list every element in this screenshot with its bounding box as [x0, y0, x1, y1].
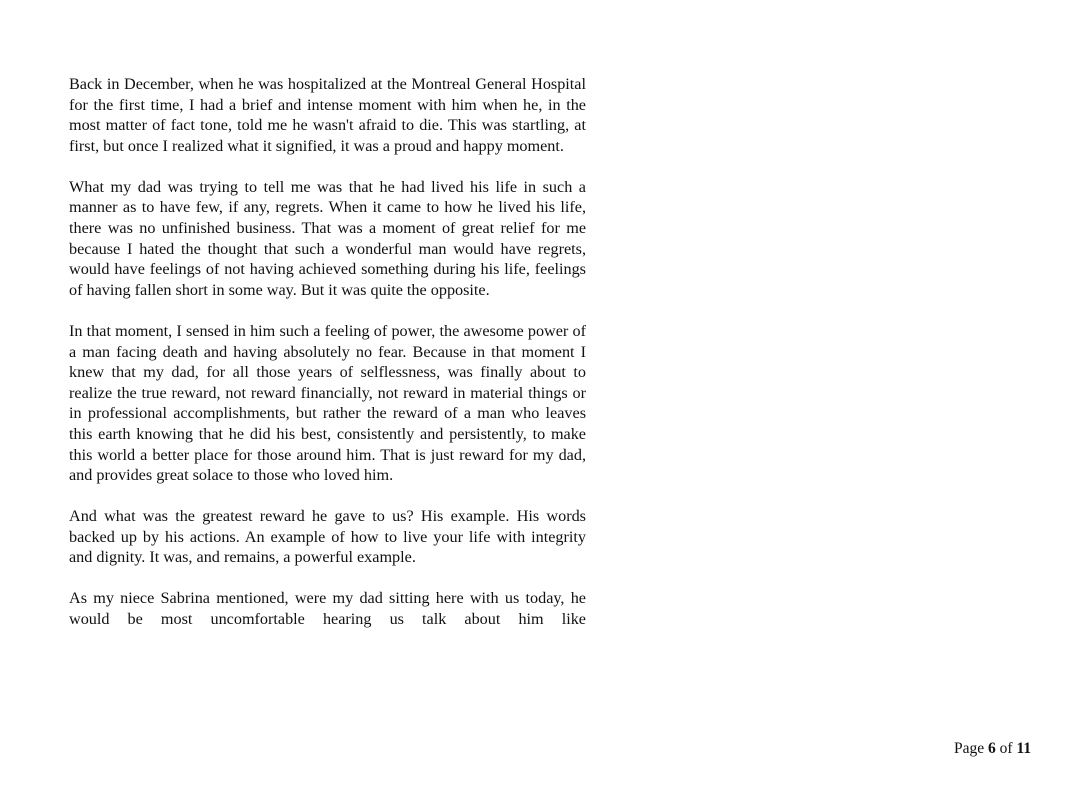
total-pages: 11: [1016, 740, 1032, 757]
paragraph-1: Back in December, when he was hospitalized at the Montreal General Hospital for the first time, I had a brief and intense moment with him when he, in the most matter of fact tone, told me he wasn't afraid to die. This was startling, at first, but once I realized what it signified, it was a proud and happy moment.: [69, 75, 586, 155]
paragraph-2: What my dad was trying to tell me was that he had lived his life in such a manner as to have few, if any, regrets. When it came to how he lived his life, there was no unfinished business. That was a moment of great relief for me because I hated the thought that such a wonderful man would have regrets, would have feelings of not having achieved something during his life, feelings of having fallen short in some way. But it was quite the opposite.: [69, 177, 586, 299]
of-label: of: [999, 740, 1013, 757]
paragraph-3: In that moment, I sensed in him such a feeling of power, the awesome power of a man facing death and having absolutely no fear. Because in that moment I knew that my dad, for all those years of selflessness, was finally about to realize the true reward, not reward financially, not reward in material things or in professional accomplishments, but rather the reward of a man who leaves this earth knowing that he did his best, consistently and persistently, to make this world a better place for those around him. That is just reward for my dad, and provides great solace to those who loved him.: [69, 321, 586, 485]
current-page: 6: [988, 740, 996, 757]
page-label: Page: [954, 740, 985, 757]
paragraph-5: As my niece Sabrina mentioned, were my dad sitting here with us today, he would be most uncomfortable hearing us talk about him like: [69, 589, 586, 629]
paragraph-4: And what was the greatest reward he gave to us? His example. His words backed up by his actions. An example of how to live your life with integrity and dignity. It was, and remains, a powerful example.: [69, 507, 586, 567]
page-number: [954, 739, 1031, 759]
body-text: [69, 74, 586, 650]
